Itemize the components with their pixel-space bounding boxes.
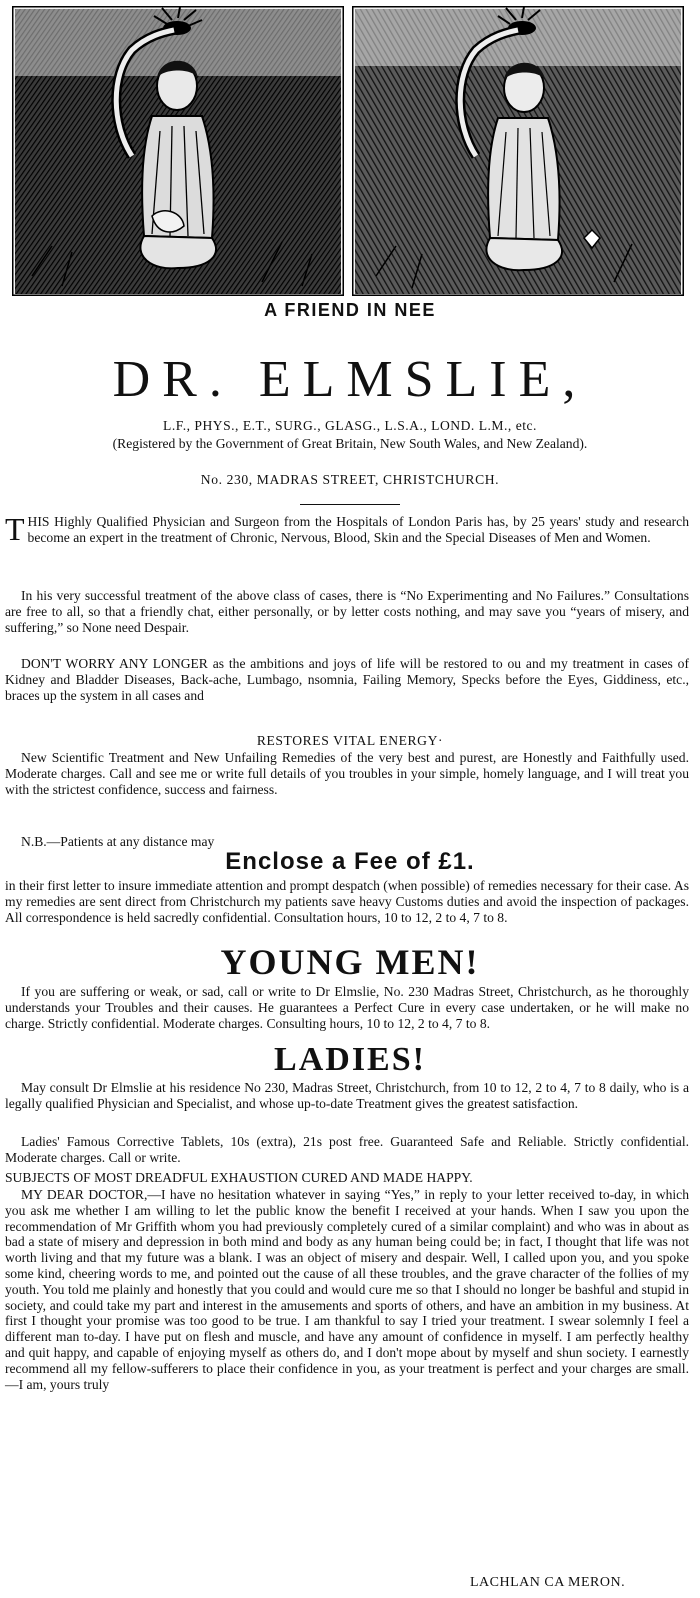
testimonial-letter: MY DEAR DOCTOR,—I have no hesitation whatever in saying “Yes,” in reply to your letter received to-day, in which you ask me whether I am willing to let the public know the benefit I received at your hands. When I saw you upon the recommendation of Mr Griffith whom you had previously completely cured of a similar complaint) and who was in about as bad a state of misery and depression in both mind and body as any human being could be; in fact, I thought that life was not worth living and that my future was a blank. I was an object of misery and despair. Well, I called upon you, and you spoke some kind, cheering words to me, and pointed out the cause of all these troubles, and the grave character of the follies of my youth. You told me plainly and honestly that you could and would cure me so that I should no longer be bashful and stupid in society, and could take my part and interest in the amusements and sports of others, and have an ambition in my business. At first I thought your promise was too good to be true. I am thankful to say I tried your treatment. I swear solemnly I feel a different man to-day. I have put on flesh and muscle, and have any amount of confidence in myself. I am perfectly healthy and quit happy, and capable of enjoying myself as others do, and I don't mope about by myself and shun society. I earnestly recommend all my fellow-sufferers to place their confidence in you, as your treatment is perfect and your charges are small.—I am, yours truly xyxy=(5,1187,689,1392)
credentials-line: L.F., PHYS., E.T., SURG., GLASG., L.S.A., LOND. L.M., etc. xyxy=(163,418,537,433)
address-line: No. 230, MADRAS STREET, CHRISTCHURCH. xyxy=(200,472,500,487)
enclose-fee-heading: Enclose a Fee of £1. xyxy=(225,848,475,875)
ladies-paragraph: May consult Dr Elmslie at his residence No 230, Madras Street, Christchurch, from 10 to 12, 2 to 4, 7 to 8 daily, who is a legally qualified Physician and Specialist, and whose up-to-date Treatment gives the greatest satisfaction. xyxy=(5,1080,689,1111)
drop-cap: T xyxy=(5,511,25,547)
nb-line: N.B.—Patients at any distance may xyxy=(21,834,215,849)
subjects-heading: SUBJECTS OF MOST DREADFUL EXHAUSTION CURED AND MADE HAPPY. xyxy=(5,1170,473,1185)
left-engraving-woman-with-torch xyxy=(12,6,344,296)
restores-vital-energy-heading: RESTORES VITAL ENERGY· xyxy=(256,733,444,748)
illustration-caption: A FRIEND IN NEE xyxy=(264,300,436,320)
testimonial-signature: LACHLAN CA MERON. xyxy=(470,1575,626,1590)
intro-paragraph xyxy=(5,511,689,547)
registration-line: (Registered by the Government of Great Britain, New South Wales, and New Zealand). xyxy=(112,436,588,451)
success-paragraph: In his very successful treatment of the above class of cases, there is “No Experimenting and No Failures.” Consultations are free to all, so that a friendly chat, either personally, or by letter costs nothing, and may save you “years of misery, and suffering,” so None need Despair. xyxy=(5,588,689,635)
dont-worry-paragraph: DON'T WORRY ANY LONGER as the ambitions and joys of life will be restored to ou and my treatment in cases of Kidney and Bladder Diseases, Back-ache, Lumbago, nsomnia, Failing Memory, Specks before the Eyes, Giddiness, etc., braces up the system in all cases and xyxy=(5,656,689,703)
scientific-treatment-paragraph: New Scientific Treatment and New Unfailing Remedies of the very best and purest, are Honestly and Faithfully used. Moderate charges. Call and see me or write full details of you troubles in your simple, homely language, and I will treat you with the strictest confidence, success and fairness. xyxy=(5,750,689,797)
doctor-name-heading: DR. ELMSLIE, xyxy=(112,351,588,408)
corrective-tablets-paragraph: Ladies' Famous Corrective Tablets, 10s (extra), 21s post free. Guaranteed Safe and Reliable. Strictly confidential. Moderate charges. Call or write. xyxy=(5,1134,689,1165)
fee-paragraph: in their first letter to insure immediate attention and prompt despatch (when possible) of remedies necessary for their case. As my remedies are sent direct from Christchurch my patients save heavy Customs duties and avoid the inspection of packages. All correspondence is held sacredly confidential. Consultation hours, 10 to 12, 2 to 4, 7 to 8. xyxy=(5,878,689,925)
ladies-heading: LADIES! xyxy=(274,1041,426,1078)
young-men-heading: YOUNG MEN! xyxy=(220,942,480,982)
divider-rule xyxy=(300,504,400,505)
young-men-paragraph: If you are suffering or weak, or sad, call or write to Dr Elmslie, No. 230 Madras Street, Christchurch, as he thoroughly understands your Troubles and their causes. He guarantees a Perfect Cure in every case undertaken, or he will make no charge. Strictly confidential. Moderate charges. Consulting hours, 10 to 12, 2 to 4, 7 to 8. xyxy=(5,984,689,1031)
right-engraving-woman-with-torch xyxy=(352,6,684,296)
intro-text: HIS Highly Qualified Physician and Surgeon from the Hospitals of London Paris has, by 25 years' study and research become an expert in the treatment of Chronic, Nervous, Blood, Skin and the Special Diseases of Men and Women. xyxy=(27,514,689,545)
